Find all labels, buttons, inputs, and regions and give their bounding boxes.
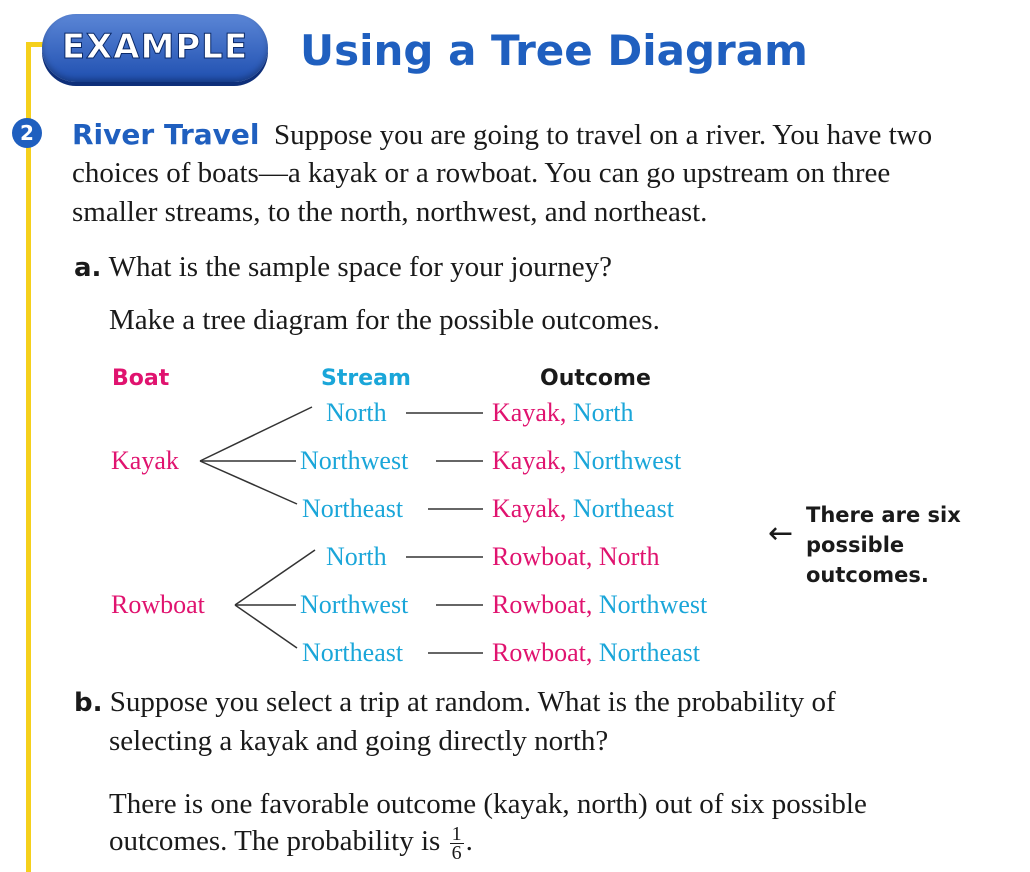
part-a-question-text: What is the sample space for your journey? [108, 251, 612, 283]
outcomes-note-line-2: possible outcomes. [806, 533, 929, 587]
stream-6: Northeast [302, 638, 404, 667]
branch-rowboat-northeast [235, 605, 297, 648]
part-b-question-text-1: Suppose you select a trip at random. What is the probability of [109, 686, 836, 718]
outcome-5 [492, 590, 707, 620]
part-b-answer-suffix: . [465, 825, 473, 857]
header-outcome: Outcome [540, 366, 651, 391]
fraction-numerator: 1 [451, 822, 462, 845]
example-title: Using a Tree Diagram [300, 26, 808, 75]
left-arrow-icon: ← [768, 516, 794, 551]
intro-line-3: smaller streams, to the north, northwest, and northeast. [72, 196, 708, 228]
outcomes-note-line-1: There are six [806, 503, 961, 527]
boat-kayak: Kayak [111, 446, 179, 475]
example-badge: EXAMPLE [42, 14, 268, 82]
branch-kayak-northeast [200, 461, 297, 504]
outcomes-note [806, 500, 1030, 590]
outcome-6-stream: Northeast [598, 638, 700, 667]
stream-3: Northeast [302, 494, 404, 523]
outcome-3-boat: Kayak, [492, 494, 567, 523]
stream-1: North [326, 398, 387, 427]
branch-kayak-north [200, 407, 312, 461]
part-b-question-2: selecting a kayak and going directly north? [109, 725, 609, 757]
outcome-2-boat: Kayak, [492, 446, 567, 475]
outcome-5-stream: Northwest [598, 590, 708, 619]
example-number: 2 [12, 118, 42, 148]
outcome-6-boat: Rowboat, [492, 638, 593, 667]
intro-text-1: Suppose you are going to travel on a river. You have two [274, 119, 933, 151]
boat-rowboat: Rowboat [111, 590, 205, 619]
outcome-2 [492, 446, 681, 476]
part-a-instruction: Make a tree diagram for the possible outcomes. [109, 304, 660, 336]
stream-2: Northwest [300, 446, 409, 475]
part-b-answer-1: There is one favorable outcome (kayak, north) out of six possible [109, 788, 867, 820]
header-boat: Boat [112, 366, 170, 391]
outcome-6 [492, 638, 700, 668]
outcome-4 [492, 542, 660, 572]
outcome-1 [492, 398, 634, 428]
outcome-1-stream: North [572, 398, 634, 427]
outcome-3 [492, 494, 674, 524]
outcome-4-boat: Rowboat, [492, 542, 593, 571]
probability-fraction [450, 822, 464, 864]
intro-line-2: choices of boats—a kayak or a rowboat. You can go upstream on three [72, 157, 891, 189]
stream-4: North [326, 542, 387, 571]
part-b-letter: b. [74, 688, 103, 718]
header-stream: Stream [321, 366, 411, 391]
outcome-3-stream: Northeast [572, 494, 674, 523]
example-lead: River Travel [72, 118, 260, 151]
stream-5: Northwest [300, 590, 409, 619]
fraction-denominator: 6 [451, 841, 462, 864]
part-b-answer-2 [109, 822, 473, 862]
part-b-question-1 [74, 683, 836, 722]
outcome-1-boat: Kayak, [492, 398, 567, 427]
outcome-5-boat: Rowboat, [492, 590, 593, 619]
part-a-letter: a. [74, 253, 102, 283]
part-b-answer-prefix: outcomes. The probability is [109, 825, 441, 857]
outcome-4-stream: North [598, 542, 660, 571]
outcome-2-stream: Northwest [572, 446, 682, 475]
